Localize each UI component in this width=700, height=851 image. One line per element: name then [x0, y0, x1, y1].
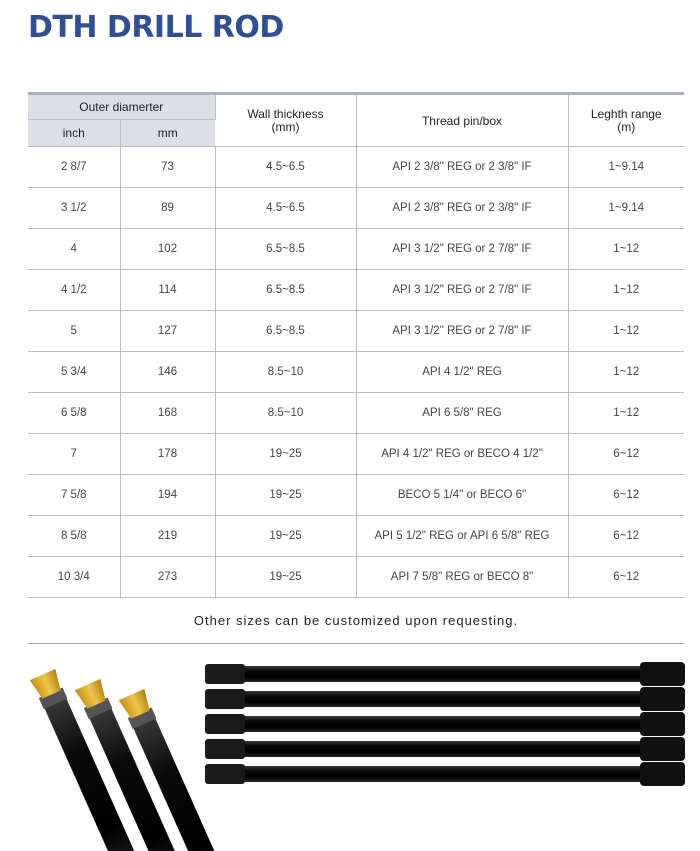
cell-length-range: 1~12	[568, 311, 684, 352]
cell-wall-thickness: 4.5~6.5	[215, 147, 356, 188]
table-row	[28, 352, 684, 393]
cell-inch: 5 3/4	[28, 352, 120, 393]
cell-length-range: 6~12	[568, 557, 684, 598]
table-row	[28, 147, 684, 188]
cell-thread: API 6 5/8" REG	[356, 393, 568, 434]
table-row	[28, 229, 684, 270]
header-thread: Thread pin/box	[356, 94, 568, 147]
cell-inch: 7 5/8	[28, 475, 120, 516]
divider	[28, 643, 684, 644]
cell-mm: 178	[120, 434, 215, 475]
drill-rod-photo	[0, 650, 700, 851]
cell-mm: 127	[120, 311, 215, 352]
cell-length-range: 1~9.14	[568, 147, 684, 188]
cell-inch: 2 8/7	[28, 147, 120, 188]
cell-length-range: 1~12	[568, 229, 684, 270]
cell-thread: BECO 5 1/4" or BECO 6"	[356, 475, 568, 516]
cell-thread: API 3 1/2" REG or 2 7/8" IF	[356, 229, 568, 270]
cell-length-range: 1~12	[568, 270, 684, 311]
cell-wall-thickness: 8.5~10	[215, 393, 356, 434]
table-row	[28, 188, 684, 229]
cell-mm: 73	[120, 147, 215, 188]
cell-length-range: 6~12	[568, 516, 684, 557]
cell-thread: API 4 1/2" REG or BECO 4 1/2"	[356, 434, 568, 475]
cell-mm: 146	[120, 352, 215, 393]
cell-inch: 8 5/8	[28, 516, 120, 557]
cell-mm: 194	[120, 475, 215, 516]
cell-wall-thickness: 19~25	[215, 475, 356, 516]
cell-mm: 102	[120, 229, 215, 270]
cell-mm: 219	[120, 516, 215, 557]
cell-mm: 168	[120, 393, 215, 434]
cell-wall-thickness: 6.5~8.5	[215, 311, 356, 352]
page-title: DTH DRILL ROD	[28, 10, 284, 45]
cell-wall-thickness: 19~25	[215, 434, 356, 475]
table-row	[28, 557, 684, 598]
table-row	[28, 393, 684, 434]
table-row	[28, 475, 684, 516]
table-row	[28, 311, 684, 352]
cell-thread: API 2 3/8" REG or 2 3/8" IF	[356, 147, 568, 188]
cell-wall-thickness: 6.5~8.5	[215, 229, 356, 270]
cell-thread: API 2 3/8" REG or 2 3/8" IF	[356, 188, 568, 229]
cell-inch: 3 1/2	[28, 188, 120, 229]
cell-length-range: 6~12	[568, 434, 684, 475]
cell-thread: API 4 1/2" REG	[356, 352, 568, 393]
cell-mm: 114	[120, 270, 215, 311]
cell-inch: 10 3/4	[28, 557, 120, 598]
cell-thread: API 7 5/8" REG or BECO 8"	[356, 557, 568, 598]
cell-wall-thickness: 4.5~6.5	[215, 188, 356, 229]
table-row	[28, 270, 684, 311]
table-row	[28, 434, 684, 475]
cell-mm: 273	[120, 557, 215, 598]
cell-inch: 5	[28, 311, 120, 352]
cell-length-range: 1~9.14	[568, 188, 684, 229]
stacked-rods	[205, 662, 685, 786]
cell-thread: API 5 1/2" REG or API 6 5/8" REG	[356, 516, 568, 557]
spec-table	[28, 92, 684, 598]
cell-thread: API 3 1/2" REG or 2 7/8" IF	[356, 270, 568, 311]
cell-inch: 6 5/8	[28, 393, 120, 434]
cell-wall-thickness: 8.5~10	[215, 352, 356, 393]
cell-length-range: 6~12	[568, 475, 684, 516]
cell-wall-thickness: 6.5~8.5	[215, 270, 356, 311]
cell-mm: 89	[120, 188, 215, 229]
header-outer-diameter: Outer diamerter	[28, 94, 215, 120]
cell-inch: 7	[28, 434, 120, 475]
header-wall-thickness: Wall thickness (mm)	[215, 94, 356, 147]
header-mm: mm	[120, 120, 215, 147]
cell-thread: API 3 1/2" REG or 2 7/8" IF	[356, 311, 568, 352]
cell-inch: 4	[28, 229, 120, 270]
header-length-range: Leghth range (m)	[568, 94, 684, 147]
cell-length-range: 1~12	[568, 393, 684, 434]
header-inch: inch	[28, 120, 120, 147]
cell-wall-thickness: 19~25	[215, 516, 356, 557]
table-row	[28, 516, 684, 557]
cell-length-range: 1~12	[568, 352, 684, 393]
customization-note: Other sizes can be customized upon requesting.	[193, 613, 519, 628]
cell-inch: 4 1/2	[28, 270, 120, 311]
cell-wall-thickness: 19~25	[215, 557, 356, 598]
